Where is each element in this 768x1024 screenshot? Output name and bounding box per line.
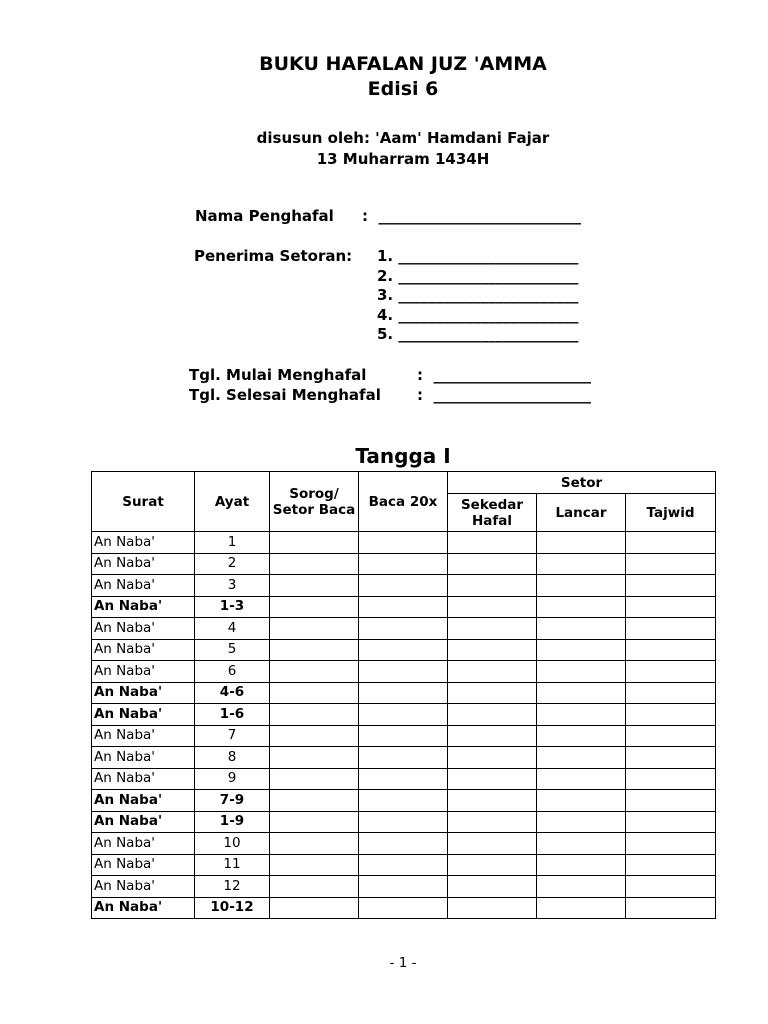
table-row	[92, 747, 716, 769]
cell-sekedar-hafal[interactable]	[448, 854, 537, 876]
date-line: 13 Muharram 1434H	[316, 150, 490, 168]
cell-lancar[interactable]	[537, 596, 626, 618]
cell-surat: An Naba'	[92, 854, 195, 876]
table-row	[92, 553, 716, 575]
cell-ayat: 1-9	[195, 811, 270, 833]
cell-baca-20x[interactable]	[359, 596, 448, 618]
cell-baca-20x[interactable]	[359, 833, 448, 855]
cell-sekedar-hafal[interactable]	[448, 768, 537, 790]
cell-tajwid[interactable]	[626, 833, 716, 855]
cell-sorog[interactable]	[270, 682, 359, 704]
cell-sorog[interactable]	[270, 661, 359, 683]
cell-baca-20x[interactable]	[359, 532, 448, 554]
cell-baca-20x[interactable]	[359, 747, 448, 769]
cell-baca-20x[interactable]	[359, 575, 448, 597]
nama-penghafal-field[interactable]: : ___________________________	[362, 207, 581, 225]
cell-baca-20x[interactable]	[359, 704, 448, 726]
cell-sorog[interactable]	[270, 532, 359, 554]
table-body	[92, 532, 716, 919]
cell-tajwid[interactable]	[626, 747, 716, 769]
cell-baca-20x[interactable]	[359, 618, 448, 640]
cell-lancar[interactable]	[537, 532, 626, 554]
penerima-setoran-field-4[interactable]: 4. ________________________	[377, 306, 579, 324]
table-row	[92, 811, 716, 833]
cell-lancar[interactable]	[537, 682, 626, 704]
cell-sorog[interactable]	[270, 833, 359, 855]
cell-surat: An Naba'	[92, 811, 195, 833]
cell-lancar[interactable]	[537, 790, 626, 812]
cell-tajwid[interactable]	[626, 532, 716, 554]
cell-sorog[interactable]	[270, 575, 359, 597]
cell-lancar[interactable]	[537, 639, 626, 661]
cell-ayat: 9	[195, 768, 270, 790]
nama-penghafal-label: Nama Penghafal	[195, 207, 334, 225]
cell-tajwid[interactable]	[626, 553, 716, 575]
table-row	[92, 639, 716, 661]
table-row	[92, 833, 716, 855]
cell-sorog[interactable]	[270, 596, 359, 618]
cell-surat: An Naba'	[92, 725, 195, 747]
cell-lancar[interactable]	[537, 661, 626, 683]
cell-surat: An Naba'	[92, 876, 195, 898]
cell-sorog[interactable]	[270, 811, 359, 833]
penerima-setoran-field-5[interactable]: 5. ________________________	[377, 325, 579, 343]
table-row	[92, 618, 716, 640]
cell-surat: An Naba'	[92, 833, 195, 855]
cell-lancar[interactable]	[537, 553, 626, 575]
section-title: Tangga I	[355, 444, 451, 468]
cell-tajwid[interactable]	[626, 704, 716, 726]
cell-sekedar-hafal[interactable]	[448, 639, 537, 661]
cell-sekedar-hafal[interactable]	[448, 704, 537, 726]
header-setor: Setor	[448, 472, 716, 494]
cell-surat: An Naba'	[92, 596, 195, 618]
table-row	[92, 575, 716, 597]
cell-surat: An Naba'	[92, 661, 195, 683]
cell-ayat: 5	[195, 639, 270, 661]
cell-sorog[interactable]	[270, 790, 359, 812]
cell-sekedar-hafal[interactable]	[448, 790, 537, 812]
table-row	[92, 854, 716, 876]
table-row	[92, 532, 716, 554]
cell-ayat: 4-6	[195, 682, 270, 704]
cell-tajwid[interactable]	[626, 618, 716, 640]
cell-surat: An Naba'	[92, 790, 195, 812]
cell-ayat: 1-6	[195, 704, 270, 726]
header-sorog-setor-baca: Sorog/ Setor Baca	[270, 472, 359, 532]
cell-tajwid[interactable]	[626, 811, 716, 833]
cell-sekedar-hafal[interactable]	[448, 618, 537, 640]
cell-sorog[interactable]	[270, 553, 359, 575]
cell-surat: An Naba'	[92, 639, 195, 661]
cell-baca-20x[interactable]	[359, 811, 448, 833]
cell-tajwid[interactable]	[626, 725, 716, 747]
cell-baca-20x[interactable]	[359, 854, 448, 876]
header-tajwid: Tajwid	[626, 494, 716, 532]
cell-tajwid[interactable]	[626, 682, 716, 704]
cell-sekedar-hafal[interactable]	[448, 833, 537, 855]
penerima-setoran-field-2[interactable]: 2. ________________________	[377, 267, 579, 285]
cell-sekedar-hafal[interactable]	[448, 575, 537, 597]
header-lancar: Lancar	[537, 494, 626, 532]
cell-sorog[interactable]	[270, 704, 359, 726]
cell-surat: An Naba'	[92, 897, 195, 919]
cell-baca-20x[interactable]	[359, 639, 448, 661]
table-row	[92, 661, 716, 683]
cell-lancar[interactable]	[537, 811, 626, 833]
cell-baca-20x[interactable]	[359, 876, 448, 898]
cell-sorog[interactable]	[270, 897, 359, 919]
cell-sorog[interactable]	[270, 725, 359, 747]
cell-ayat: 11	[195, 854, 270, 876]
cell-baca-20x[interactable]	[359, 897, 448, 919]
cell-baca-20x[interactable]	[359, 661, 448, 683]
cell-sorog[interactable]	[270, 854, 359, 876]
cell-baca-20x[interactable]	[359, 725, 448, 747]
cell-baca-20x[interactable]	[359, 790, 448, 812]
cell-ayat: 1-3	[195, 596, 270, 618]
table-row	[92, 682, 716, 704]
cell-sorog[interactable]	[270, 639, 359, 661]
cell-baca-20x[interactable]	[359, 553, 448, 575]
header-surat: Surat	[92, 472, 195, 532]
cell-sekedar-hafal[interactable]	[448, 876, 537, 898]
table-row	[92, 768, 716, 790]
cell-ayat: 7-9	[195, 790, 270, 812]
hafalan-table	[91, 471, 716, 919]
cell-ayat: 3	[195, 575, 270, 597]
cell-sekedar-hafal[interactable]	[448, 661, 537, 683]
penerima-setoran-field-1[interactable]: 1. ________________________	[377, 247, 579, 265]
cell-tajwid[interactable]	[626, 897, 716, 919]
cell-sekedar-hafal[interactable]	[448, 682, 537, 704]
cell-surat: An Naba'	[92, 618, 195, 640]
cell-sekedar-hafal[interactable]	[448, 811, 537, 833]
cell-ayat: 1	[195, 532, 270, 554]
table-row	[92, 596, 716, 618]
table-row	[92, 725, 716, 747]
cell-lancar[interactable]	[537, 618, 626, 640]
page-number: - 1 -	[389, 955, 417, 971]
cell-lancar[interactable]	[537, 897, 626, 919]
cell-lancar[interactable]	[537, 704, 626, 726]
tgl-mulai-label: Tgl. Mulai Menghafal	[189, 366, 367, 384]
cell-baca-20x[interactable]	[359, 682, 448, 704]
cell-sekedar-hafal[interactable]	[448, 532, 537, 554]
cell-surat: An Naba'	[92, 575, 195, 597]
cell-lancar[interactable]	[537, 854, 626, 876]
tgl-selesai-field[interactable]: : _____________________	[417, 386, 591, 404]
header-ayat: Ayat	[195, 472, 270, 532]
cell-tajwid[interactable]	[626, 854, 716, 876]
cell-sekedar-hafal[interactable]	[448, 725, 537, 747]
cell-sekedar-hafal[interactable]	[448, 897, 537, 919]
cell-ayat: 2	[195, 553, 270, 575]
title-line-2: Edisi 6	[367, 78, 439, 100]
cell-ayat: 12	[195, 876, 270, 898]
cell-tajwid[interactable]	[626, 575, 716, 597]
cell-tajwid[interactable]	[626, 876, 716, 898]
penerima-setoran-label: Penerima Setoran:	[194, 247, 353, 265]
cell-sekedar-hafal[interactable]	[448, 553, 537, 575]
cell-tajwid[interactable]	[626, 768, 716, 790]
author-line: disusun oleh: 'Aam' Hamdani Fajar	[256, 129, 550, 147]
header-sekedar-hafal: Sekedar Hafal	[448, 494, 537, 532]
author-block	[0, 128, 768, 170]
cell-ayat: 4	[195, 618, 270, 640]
cell-surat: An Naba'	[92, 553, 195, 575]
table-row	[92, 897, 716, 919]
cell-tajwid[interactable]	[626, 596, 716, 618]
cell-surat: An Naba'	[92, 768, 195, 790]
cell-lancar[interactable]	[537, 768, 626, 790]
cell-sorog[interactable]	[270, 876, 359, 898]
tgl-mulai-field[interactable]: : _____________________	[417, 366, 591, 384]
cell-sekedar-hafal[interactable]	[448, 747, 537, 769]
cell-lancar[interactable]	[537, 876, 626, 898]
table-row	[92, 704, 716, 726]
cell-sekedar-hafal[interactable]	[448, 596, 537, 618]
cell-lancar[interactable]	[537, 725, 626, 747]
cell-tajwid[interactable]	[626, 639, 716, 661]
cell-surat: An Naba'	[92, 532, 195, 554]
cell-surat: An Naba'	[92, 704, 195, 726]
cell-sorog[interactable]	[270, 768, 359, 790]
table-row	[92, 790, 716, 812]
cell-ayat: 10-12	[195, 897, 270, 919]
cell-sorog[interactable]	[270, 618, 359, 640]
cell-lancar[interactable]	[537, 575, 626, 597]
document-title	[0, 52, 768, 102]
cell-ayat: 10	[195, 833, 270, 855]
cell-surat: An Naba'	[92, 747, 195, 769]
header-baca-20x: Baca 20x	[359, 472, 448, 532]
cell-sorog[interactable]	[270, 747, 359, 769]
title-line-1: BUKU HAFALAN JUZ 'AMMA	[259, 53, 547, 75]
table-row	[92, 876, 716, 898]
tgl-selesai-label: Tgl. Selesai Menghafal	[189, 386, 381, 404]
cell-tajwid[interactable]	[626, 661, 716, 683]
cell-ayat: 7	[195, 725, 270, 747]
penerima-setoran-field-3[interactable]: 3. ________________________	[377, 286, 579, 304]
cell-lancar[interactable]	[537, 747, 626, 769]
cell-tajwid[interactable]	[626, 790, 716, 812]
cell-ayat: 6	[195, 661, 270, 683]
cell-lancar[interactable]	[537, 833, 626, 855]
cell-ayat: 8	[195, 747, 270, 769]
cell-baca-20x[interactable]	[359, 768, 448, 790]
cell-surat: An Naba'	[92, 682, 195, 704]
